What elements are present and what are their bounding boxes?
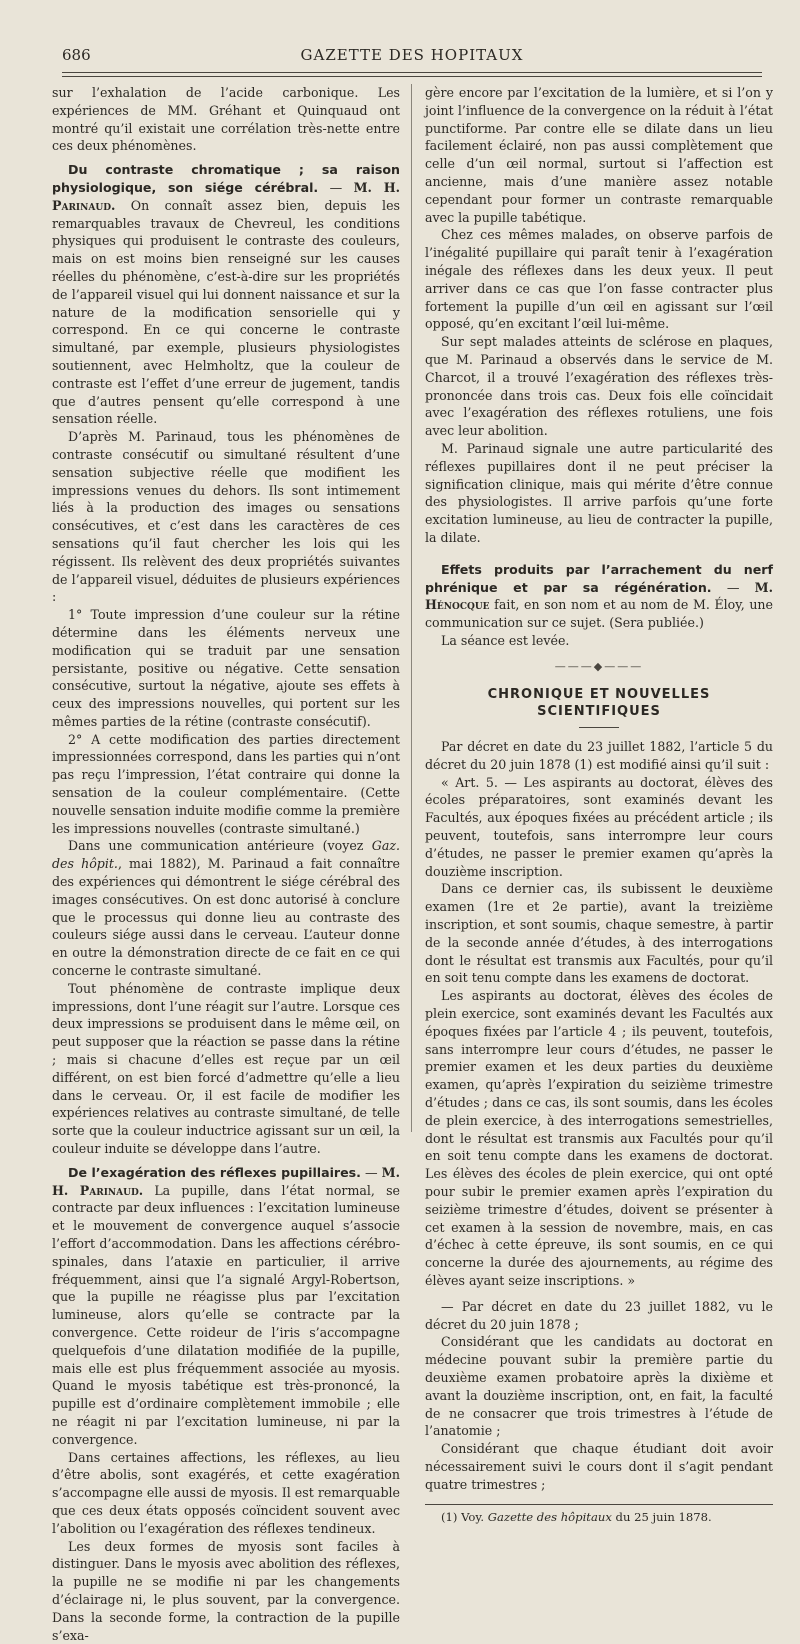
page-header: [62, 44, 762, 66]
section-title: Du contraste chromatique ; sa raison physiologique, son siége cérébral.: [52, 162, 400, 195]
paragraph: Tout phénomène de contraste implique deux impressions, dont l’une réagit sur l’autre. Lorsque ces deux impressions se produisent dans le même œil, on peut supposer que la réaction se passe dans la rétine ; mais si chacune d’elles est reçue par un œil différent, on est bien forcé d’admettre qu’elle a lieu dans le cerveau. Or, il est facile de modifier les expériences relatives au contraste simultané, de telle sorte que la couleur inductrice agissant sur un œil, la couleur induite se développe dans l’autre.: [52, 980, 400, 1157]
paragraph-text: La pupille, dans l’état normal, se contracte par deux influences : l’excitation lumineuse et le mouvement de convergence auquel s’associe l’effort d’accommodation. Dans les affections cérébro-spinales, dans l’ataxie en particulier, il arrive fréquemment, ainsi que l’a signalé Argyl-Robertson, que la pupille ne réagisse plus par l’excitation lumineuse, alors qu’elle se contracte par la convergence. Cette roideur de l’iris s’accompagne quelquefois d’une dilatation modifiée de la pupille, mais elle est plus fréquemment associée au myosis. Quand le myosis tabétique est très-prononcé, la pupille est d’ordinaire complètement immobile ; elle ne réagit ni par l’excitation lumineuse, ni par la convergence.: [52, 1182, 400, 1447]
session-closing: La séance est levée.: [441, 632, 570, 648]
footnote-rule: [425, 1504, 773, 1505]
chronicle-heading: CHRONIQUE ET NOUVELLES SCIENTIFIQUES: [487, 686, 711, 720]
section-author: M. H. Parinaud.: [52, 1164, 400, 1198]
footnote-text: du 25 juin 1878.: [611, 1509, 712, 1524]
paragraph: Les aspirants au doctorat, élèves des écoles de plein exercice, sont examinés devant les Facultés aux époques fixées par l’article 4 ; ils peuvent, toutefois, sans interrompre leur cours d’études, ne passer le premier examen et les deux parties du deuxième examen, qu’après l’expiration du seizième trimestre d’études ; dans ce cas, ils sont soumis, dans les écoles de plein exercice, à des interrogations semestrielles, dont le résultat est transmis aux Facultés pour qu’il en soit tenu compte dans les examens de doctorat. Les élèves des écoles de plein exercice, qui ont opté pour subir le premier examen après l’expiration du seizième trimestre d’études, doivent se présenter à cet examen à la session de novembre, mais, en cas d’échec à cette épreuve, ils sont soumis, en ce qui concerne la durée des ajournements, au régime des élèves ayant seize inscriptions. »: [425, 988, 773, 1288]
separator: —: [711, 579, 755, 595]
page-number: 686: [62, 46, 91, 64]
paragraph: Dans certaines affections, les réflexes, au lieu d’être abolis, sont exagérés, et cette exagération s’accompagne elle aussi de myosis. Il est remarquable que ces deux états opposés coïncident souvent avec l’abolition ou l’exagération des réflexes tendineux.: [52, 1449, 400, 1536]
section-nerf-phrenique: [425, 561, 773, 632]
footnote: [425, 1509, 773, 1527]
right-column: [425, 84, 773, 1526]
paragraph: Les deux formes de myosis sont faciles à distinguer. Dans le myosis avec abolition des réflexes, la pupille ne se modifie ni par les changements d’éclairage ni, le plus souvent, par la convergence. Dans la seconde forme, la contraction de la pupille s’exa-: [52, 1538, 400, 1643]
paragraph: 1° Toute impression d’une couleur sur la rétine détermine dans les éléments nerveux une modification qui se traduit par une sensation persistante, positive ou négative. Cette sensation consécutive, surtout la négative, ajoute ses effets à ceux des impressions nouvelles, qui portent sur les mêmes parties de la rétine (contraste consécutif).: [52, 607, 400, 729]
paragraph: gère encore par l’excitation de la lumière, et si l’on y joint l’influence de la convergence on la réduit à l’état punctiforme. Par contre elle se dilate dans un lieu facilement éclairé, non pas aussi complètement que celle d’un œil normal, surtout si l’affection est ancienne, mais d’une manière assez notable cependant pour former un contraste remarquable avec la pupille tabétique.: [425, 85, 773, 225]
paragraph: [52, 837, 400, 979]
paragraph: Dans ce dernier cas, ils subissent le deuxième examen (1re et 2e partie), avant la treizième inscription, et sont soumis, chaque semestre, à partir de la seconde année d’études, à des interrogations dont le résultat est transmis aux Facultés, pour qu’il en soit tenu compte dans les examens de doctorat.: [425, 881, 773, 986]
separator: —: [318, 179, 354, 195]
separator: —: [360, 1164, 382, 1180]
paragraph-text: , mai 1882), M. Parinaud a fait connaître des expériences qui démontrent le siége cérébral des images consécutives. On est donc autorisé à conclure que le processus qui donne lieu au contraste des couleurs siége aussi dans le cerveau. L’auteur donne en outre la démonstration directe de ce fait en ce qui concerne le contraste simultané.: [52, 856, 400, 979]
section-author: M. Hénocque: [425, 579, 773, 613]
header-rule-thick: [62, 76, 762, 77]
left-column: [52, 84, 400, 1644]
paragraph: — Par décret en date du 23 juillet 1882, vu le décret du 20 juin 1878 ;: [425, 1298, 773, 1332]
journal-reference: Gaz. des hôpit.: [52, 838, 400, 872]
paragraph: « Art. 5. — Les aspirants au doctorat, élèves des écoles préparatoires, sont examinés devant les Facultés, aux époques fixées au précédent article ; ils peuvent, toutefois, sans interrompre leur cours d’études, ne passer le premier examen qu’après la douzième inscription.: [425, 774, 773, 879]
paragraph: 2° A cette modification des parties directement impressionnées correspond, dans les parties qui n’ont pas reçu l’impression, l’état contraire qui donne la sensation de la couleur complémentaire. (Cette nouvelle sensation induite modifie comme la première les impressions nouvelles (contraste simultané.): [52, 731, 400, 836]
footnote-reference: Gazette des hôpitaux: [487, 1509, 612, 1524]
section-author: M. H. Parinaud.: [52, 179, 400, 213]
footnote-text: (1) Voy.: [441, 1509, 488, 1524]
header-rule-thin: [62, 72, 762, 73]
paragraph: Sur sept malades atteints de sclérose en plaques, que M. Parinaud a observés dans le service de M. Charcot, il a trouvé l’exagération des réflexes très-prononcée dans trois cas. Deux fois elle coïncidait avec l’exagération des réflexes rotuliens, une fois avec leur abolition.: [425, 334, 773, 439]
spacer: [425, 1290, 773, 1298]
section-title: De l’exagération des réflexes pupillaires.: [68, 1164, 361, 1180]
heading-rule: [579, 727, 619, 728]
paragraph: D’après M. Parinaud, tous les phénomènes de contraste consécutif ou simultané résultent d’une sensation subjective réelle que modifient les impressions venues du dehors. Ils sont intimement liés à la production des images ou sensations consécutives, et c’est dans les caractères de ces sensations qu’il faut chercher les lois qui les régissent. Ils relèvent des deux propriétés suivantes de l’appareil visuel, déduites de plusieurs expériences :: [52, 429, 400, 605]
paragraph-text: Dans une communication antérieure (voyez: [68, 838, 372, 854]
paragraph-text: On connaît assez bien, depuis les remarquables travaux de Chevreul, les conditions physiques qui produisent le contraste des couleurs, mais on est moins bien renseigné sur les causes réelles du phénomène, c’est-à-dire sur les propriétés de l’appareil visuel qui lui donnent naissance et sur la nature de la modification sensorielle qui y correspond. En ce qui concerne le contraste simultané, par exemple, plusieurs physiologistes soutiennent, avec Helmholtz, que la couleur de contraste est l’effet d’une erreur de jugement, tandis que d’autres pensent qu’elle correspond à une sensation réelle.: [52, 197, 400, 427]
paragraph: M. Parinaud signale une autre particularité des réflexes pupillaires dont il ne peut préciser la signification clinique, mais qui mérite d’être connue des physiologistes. Il arrive parfois qu’une forte excitation lumineuse, au lieu de contracter la pupille, la dilate.: [425, 440, 773, 545]
ornament-divider: ———◆———: [554, 659, 644, 673]
section-title: Effets produits par l’arrachement du nerf phrénique et par sa régénération.: [425, 561, 773, 595]
section-reflexes-pupillaires: [52, 1164, 400, 1449]
paragraph: sur l’exhalation de l’acide carbonique. Les expériences de MM. Gréhant et Quinquaud ont montré qu’il existait une corrélation très-nette entre ces deux phénomènes.: [52, 85, 400, 154]
column-separator: [411, 84, 412, 1132]
paragraph-text: fait, en son nom et au nom de M. Éloy, une communication sur ce sujet. (Sera publiée.): [425, 597, 773, 631]
paragraph: Par décret en date du 23 juillet 1882, l’article 5 du décret du 20 juin 1878 (1) est modifié ainsi qu’il suit :: [425, 739, 773, 772]
section-parinaud-contraste: [52, 161, 400, 428]
paragraph: Chez ces mêmes malades, on observe parfois de l’inégalité pupillaire qui paraît tenir à l’exagération inégale des réflexes dans les deux yeux. Il peut arriver dans ce cas que l’on fasse contracter plus fortement la pupille d’un œil en agissant sur l’œil opposé, qu’en excitant l’œil lui-même.: [425, 227, 773, 332]
paragraph: Considérant que les candidats au doctorat en médecine pouvant subir la première partie du deuxième examen probatoire après la dixième et avant la douzième inscription, ont, en fait, la faculté de ne consacrer que trois trimestres à l’étude de l’anatomie ;: [425, 1334, 773, 1439]
journal-title: GAZETTE DES HOPITAUX: [300, 46, 524, 64]
paragraph: Considérant que chaque étudiant doit avoir nécessairement suivi le cours dont il s’agit pendant quatre trimestres ;: [425, 1441, 773, 1492]
